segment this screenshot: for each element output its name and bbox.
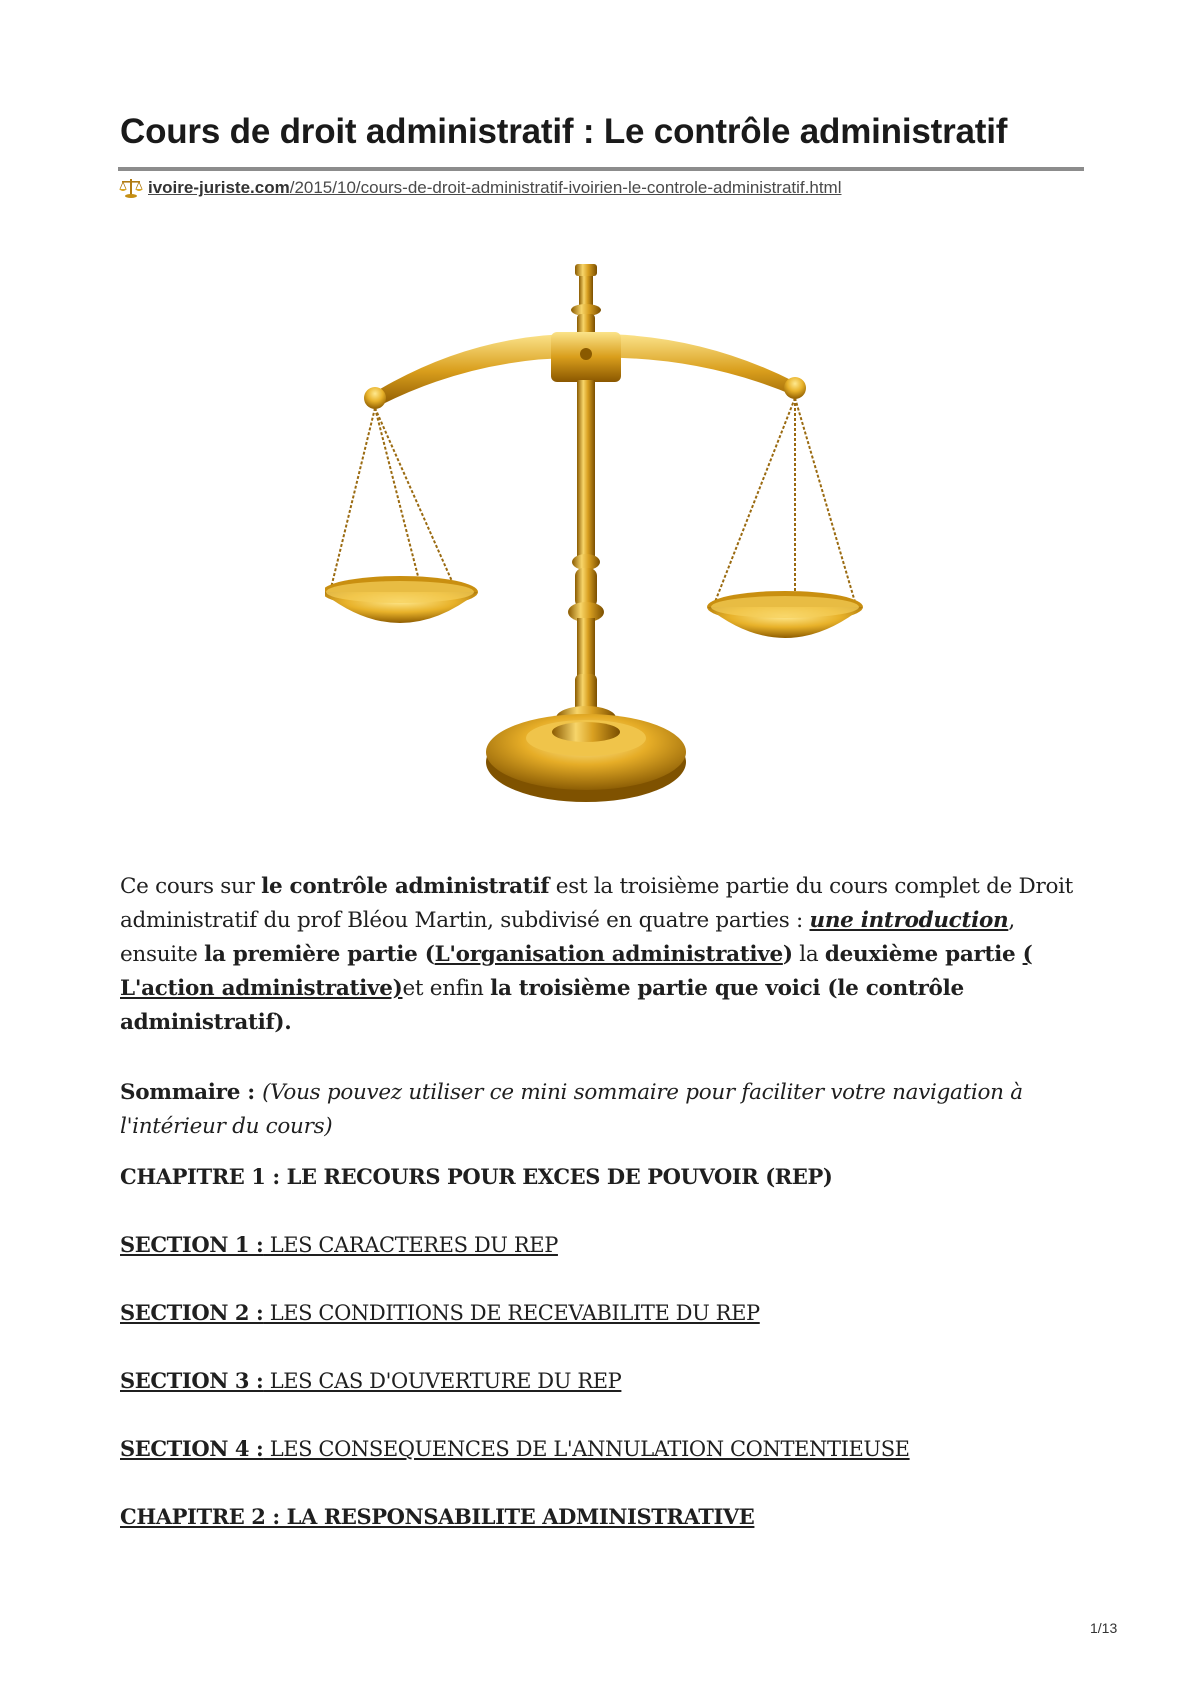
- introduction-link[interactable]: une introduction: [809, 908, 1009, 933]
- toc-section-2[interactable]: SECTION 2 : LES CONDITIONS DE RECEVABILITE DU REP: [120, 1300, 760, 1325]
- intro-topic: le contrôle administratif: [261, 874, 550, 899]
- page-title: Cours de droit administratif : Le contrôle administratif: [120, 112, 1008, 151]
- scales-icon: [118, 177, 144, 199]
- summary-heading: [120, 1076, 1090, 1144]
- toc-section-1[interactable]: SECTION 1 : LES CARACTERES DU REP: [120, 1232, 558, 1257]
- intro-paragraph: Ce cours sur le contrôle administratif est la troisième partie du cours complet de Droit administratif du prof Bléou Martin, subdivisé en quatre parties : une introduction, ensuite la première partie (L'organisation administrative) la deuxième partie ( L'action administrative)et enfin la troisième partie que voici (le contrôle administratif).: [120, 874, 1074, 1035]
- scales-of-justice-illustration: [325, 262, 865, 842]
- source-domain: ivoire-juriste.com: [148, 178, 290, 197]
- toc-chapter-1: CHAPITRE 1 : LE RECOURS POUR EXCES DE POUVOIR (REP): [120, 1164, 833, 1189]
- title-divider: [118, 167, 1084, 171]
- toc-chapter-2[interactable]: CHAPITRE 2 : LA RESPONSABILITE ADMINISTRATIVE: [120, 1504, 755, 1529]
- summary-note: (Vous pouvez utiliser ce mini sommaire pour faciliter votre navigation à l'intérieur du cours): [120, 1080, 1023, 1139]
- source-line: [118, 177, 841, 199]
- action-administrative-link[interactable]: ( L'action administrative): [120, 942, 1033, 1001]
- organisation-administrative-link[interactable]: L'organisation administrative: [434, 942, 783, 967]
- summary-label: Sommaire :: [120, 1080, 263, 1105]
- toc-section-4[interactable]: SECTION 4 : LES CONSEQUENCES DE L'ANNULATION CONTENTIEUSE: [120, 1436, 910, 1461]
- toc-section-3[interactable]: SECTION 3 : LES CAS D'OUVERTURE DU REP: [120, 1368, 622, 1393]
- table-of-contents: [120, 1160, 1090, 1534]
- source-path: /2015/10/cours-de-droit-administratif-ivoirien-le-controle-administratif.html: [289, 178, 842, 197]
- source-link[interactable]: [148, 178, 841, 198]
- article-body: [120, 870, 1090, 1568]
- page-number: 1/13: [1090, 1620, 1118, 1636]
